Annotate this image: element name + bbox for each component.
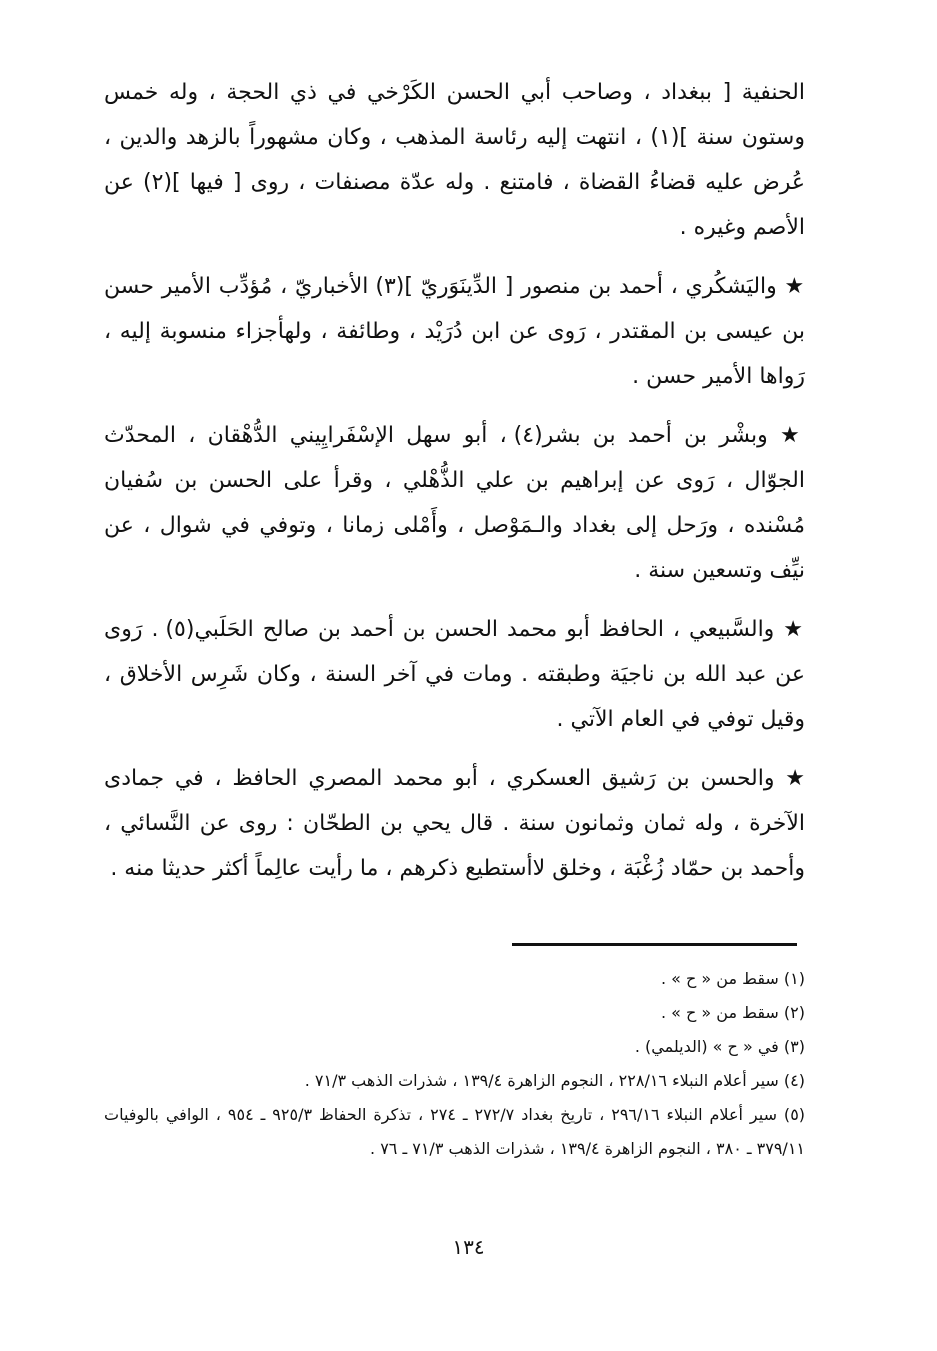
footnote-divider <box>512 943 797 946</box>
paragraph-bishr-ibn-ahmad: ★ وبشْر بن أحمد بن بشر(٤) ، أبو سهل الإسْفَرايِيني الدُّهْقان ، المحدّث الجوّال ، رَوى عن إبراهيم بن علي الذُّهْلي ، وقرأ على الحسن بن سُفيان مُسْنده ، ورَحل إلى بغداد والـمَوْصل ، وأَمْلى زمانا ، وتوفي في شوال ، عن نيِّف وتسعين سنة . <box>104 423 806 583</box>
footnote-4: (٤) سير أعلام النبلاء ٢٢٨/١٦ ، النجوم الزاهرة ١٣٩/٤ ، شذرات الذهب ٧١/٣ . <box>304 1071 805 1090</box>
footnote-5: (٥) سير أعلام النبلاء ٢٩٦/١٦ ، تاريخ بغداد ٢٧٢/٧ ـ ٢٧٤ ، تذكرة الحفاظ ٩٢٥/٣ ـ ٩٥٤ ، الوافي بالوفيات ٣٧٩/١١ ـ ٣٨٠ ، النجوم الزاهرة ١٣٩/٤ ، شذرات الذهب ٧١/٣ ـ ٧٦ . <box>104 1105 806 1158</box>
paragraph-sabii: ★ والسَّبيعي ، الحافظ أبو محمد الحسن بن أحمد بن صالح الحَلَبي(٥) . رَوى عن عبد الله بن ناجيَة وطبقته . ومات في آخر السنة ، وكان شَرِس الأخلاق ، وقيل توفي في العام الآتي . <box>104 617 805 732</box>
footnote-1: (١) سقط من « ح » . <box>660 969 805 988</box>
footnotes <box>104 962 805 1166</box>
page-number: ١٣٤ <box>452 1235 485 1259</box>
paragraph-hanafi-faqih: الحنفية [ ببغداد ، وصاحب أبي الحسن الكَرْخي في ذي الحجة ، وله خمس وستون سنة ](١) ، انتهت إليه رئاسة المذهب ، وكان مشهوراً بالزهد والدين ، عُرض عليه قضاءُ القضاة ، فامتنع . وله عدّة مصنفات ، روى [ فيها ](٢) عن الأصم وغيره . <box>104 80 806 240</box>
main-text <box>104 70 805 905</box>
footnote-2: (٢) سقط من « ح » . <box>660 1003 805 1022</box>
footnote-3: (٣) في « ح » (الديلمي) . <box>634 1037 805 1056</box>
paragraph-hasan-ibn-rashiq: ★ والحسن بن رَشيق العسكري ، أبو محمد المصري الحافظ ، في جمادى الآخرة ، وله ثمان وثمانون سنة . قال يحي بن الطحّان : روى عن النَّسائي ، وأحمد بن حمّاد زُغْبَة ، وخلق لاأستطيع ذكرهم ، ما رأيت عالِماً أكثر حديثا منه . <box>104 766 805 881</box>
paragraph-yashkuri: ★ واليَشكُري ، أحمد بن منصور [ الدِّينَوَريّ ](٣) الأخباريّ ، مُؤدِّب الأمير حسن بن عيسى بن المقتدر ، رَوى عن ابن دُرَيْد ، وطائفة ، ولهأجزاء منسوبة إليه ، رَواها الأمير حسن . <box>104 274 805 389</box>
